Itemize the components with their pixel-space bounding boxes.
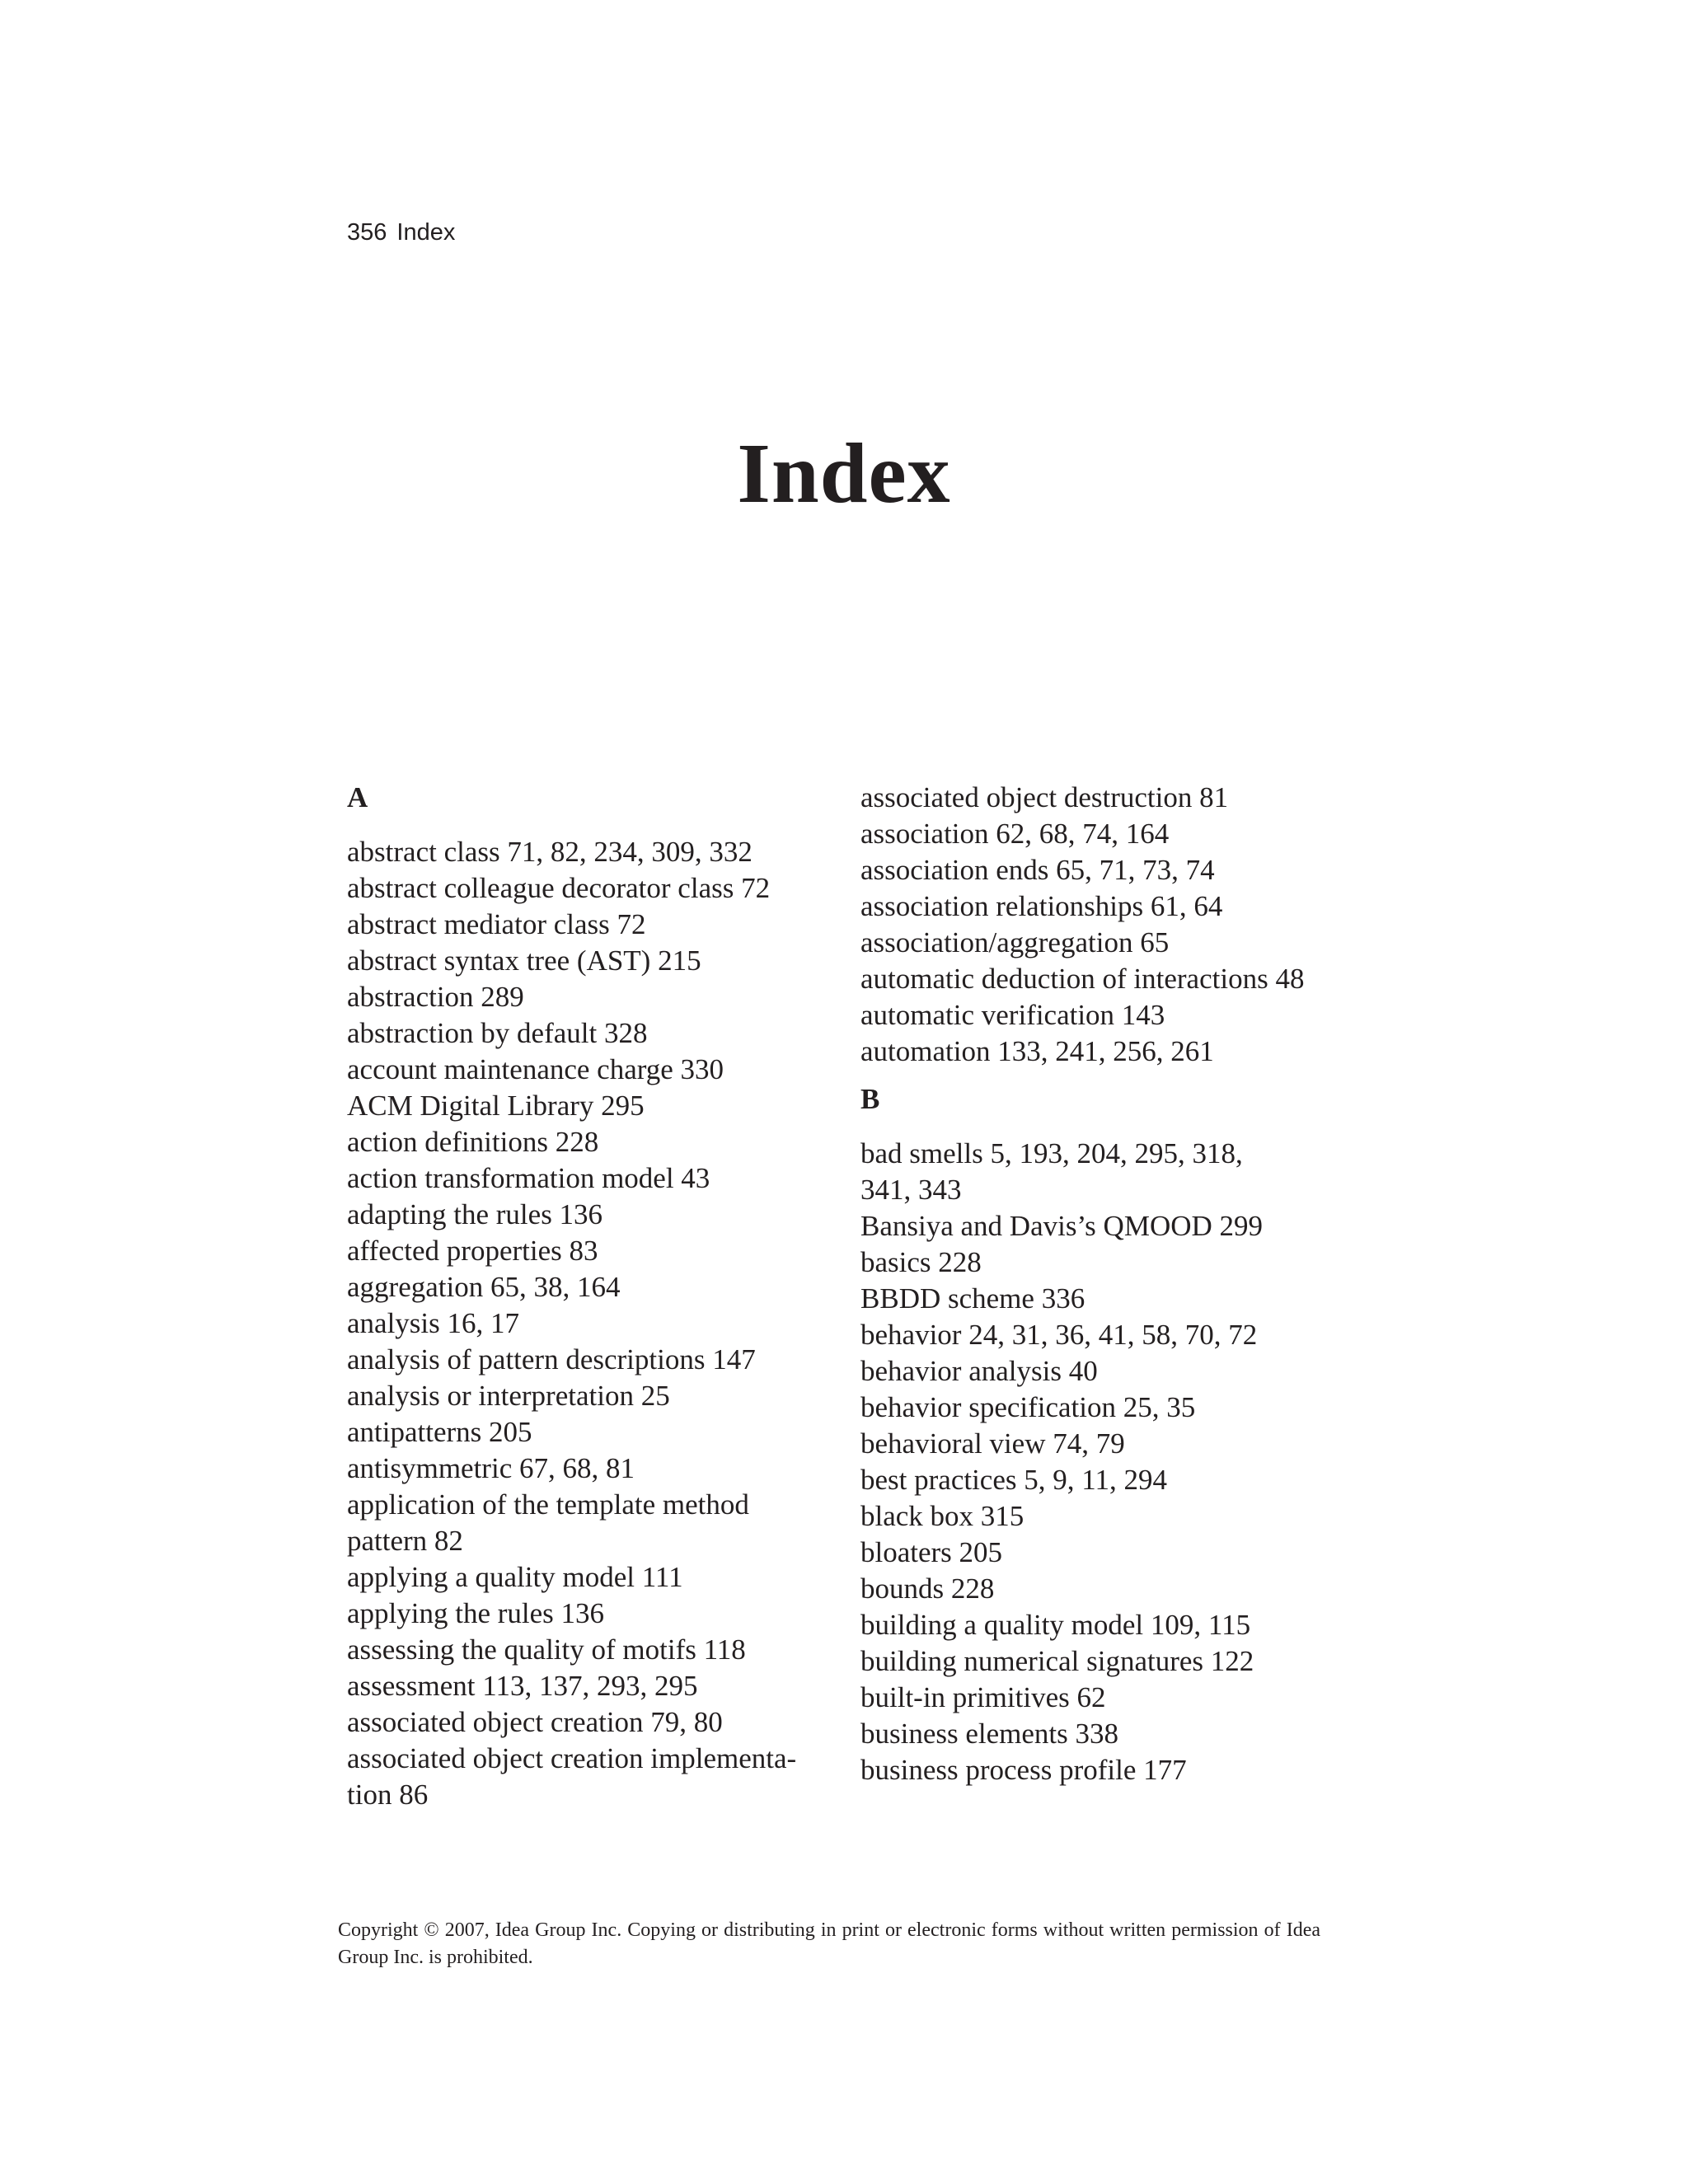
index-entry: abstract mediator class 72 <box>347 908 646 940</box>
index-entry: ACM Digital Library 295 <box>347 1090 645 1122</box>
index-entry: abstraction 289 <box>347 981 524 1013</box>
index-entry-wrapped <box>347 1741 858 1813</box>
index-entry-continuation: tion 86 <box>347 1779 429 1811</box>
index-entry: abstract syntax tree (AST) 215 <box>347 944 701 977</box>
index-entry: built-in primitives 62 <box>860 1681 1106 1713</box>
index-entry: basics 228 <box>860 1246 982 1278</box>
index-entry: abstract class 71, 82, 234, 309, 332 <box>347 836 753 868</box>
index-entry: association ends 65, 71, 73, 74 <box>860 854 1215 886</box>
index-entry: association relationships 61, 64 <box>860 890 1223 922</box>
page-title: Index <box>737 426 951 521</box>
index-entry: associated object creation 79, 80 <box>347 1706 723 1738</box>
index-entry: affected properties 83 <box>347 1235 598 1267</box>
index-entry-wrapped <box>860 1136 1372 1208</box>
index-entry: aggregation 65, 38, 164 <box>347 1271 621 1303</box>
index-entry: behavior analysis 40 <box>860 1355 1098 1387</box>
index-entry: Bansiya and Davis’s QMOOD 299 <box>860 1210 1264 1242</box>
index-entry: action definitions 228 <box>347 1126 599 1158</box>
index-entry: associated object destruction 81 <box>860 781 1229 813</box>
index-entry-line: application of the template method <box>347 1488 749 1521</box>
index-entry: analysis 16, 17 <box>347 1307 520 1339</box>
running-head <box>347 218 455 247</box>
index-entry-continuation: 341, 343 <box>860 1174 962 1206</box>
index-entry: analysis of pattern descriptions 147 <box>347 1343 756 1376</box>
index-entry: antipatterns 205 <box>347 1416 532 1448</box>
section-heading-b: B <box>860 1083 880 1115</box>
index-entry: action transformation model 43 <box>347 1162 710 1194</box>
copyright-notice: Copyright © 2007, Idea Group Inc. Copying or distributing in print or electronic forms without written permission of Idea Group Inc. is prohibited. <box>338 1919 1320 1968</box>
index-entry: automatic deduction of interactions 48 <box>860 963 1305 995</box>
index-entry: business elements 338 <box>860 1718 1119 1750</box>
index-entry: automation 133, 241, 256, 261 <box>860 1035 1214 1067</box>
index-entry-line: associated object creation implementa- <box>347 1742 797 1774</box>
index-entry: automatic verification 143 <box>860 999 1165 1031</box>
index-entry: adapting the rules 136 <box>347 1198 603 1230</box>
index-entry: applying a quality model 111 <box>347 1561 683 1593</box>
index-entry: building a quality model 109, 115 <box>860 1609 1251 1641</box>
index-entry: building numerical signatures 122 <box>860 1645 1254 1677</box>
index-entry: antisymmetric 67, 68, 81 <box>347 1452 635 1484</box>
index-entry-wrapped <box>347 1487 858 1559</box>
index-entry: bounds 228 <box>860 1572 995 1605</box>
index-entry: association/aggregation 65 <box>860 926 1170 958</box>
index-entry-continuation: pattern 82 <box>347 1525 463 1557</box>
index-entry: BBDD scheme 336 <box>860 1282 1085 1315</box>
index-column-left <box>347 780 858 1813</box>
index-entry: assessing the quality of motifs 118 <box>347 1633 746 1666</box>
index-entry: behavioral view 74, 79 <box>860 1427 1125 1460</box>
index-entry: best practices 5, 9, 11, 294 <box>860 1464 1167 1496</box>
index-entry: account maintenance charge 330 <box>347 1053 724 1085</box>
index-entry: abstract colleague decorator class 72 <box>347 872 771 904</box>
index-entry: applying the rules 136 <box>347 1597 605 1629</box>
page-number: 356 <box>347 219 387 246</box>
index-entry: black box 315 <box>860 1500 1025 1532</box>
index-entry: bloaters 205 <box>860 1536 1003 1568</box>
index-entry: behavior 24, 31, 36, 41, 58, 70, 72 <box>860 1319 1258 1351</box>
index-entry: behavior specification 25, 35 <box>860 1391 1196 1423</box>
section-heading-a: A <box>347 781 368 813</box>
index-entry: business process profile 177 <box>860 1754 1187 1786</box>
index-entry-line: bad smells 5, 193, 204, 295, 318, <box>860 1137 1243 1169</box>
index-entry: abstraction by default 328 <box>347 1017 648 1049</box>
index-entry: association 62, 68, 74, 164 <box>860 818 1170 850</box>
running-title: Index <box>396 219 456 246</box>
index-entry: analysis or interpretation 25 <box>347 1380 670 1412</box>
index-column-right <box>860 780 1372 1788</box>
index-entry: assessment 113, 137, 293, 295 <box>347 1670 698 1702</box>
